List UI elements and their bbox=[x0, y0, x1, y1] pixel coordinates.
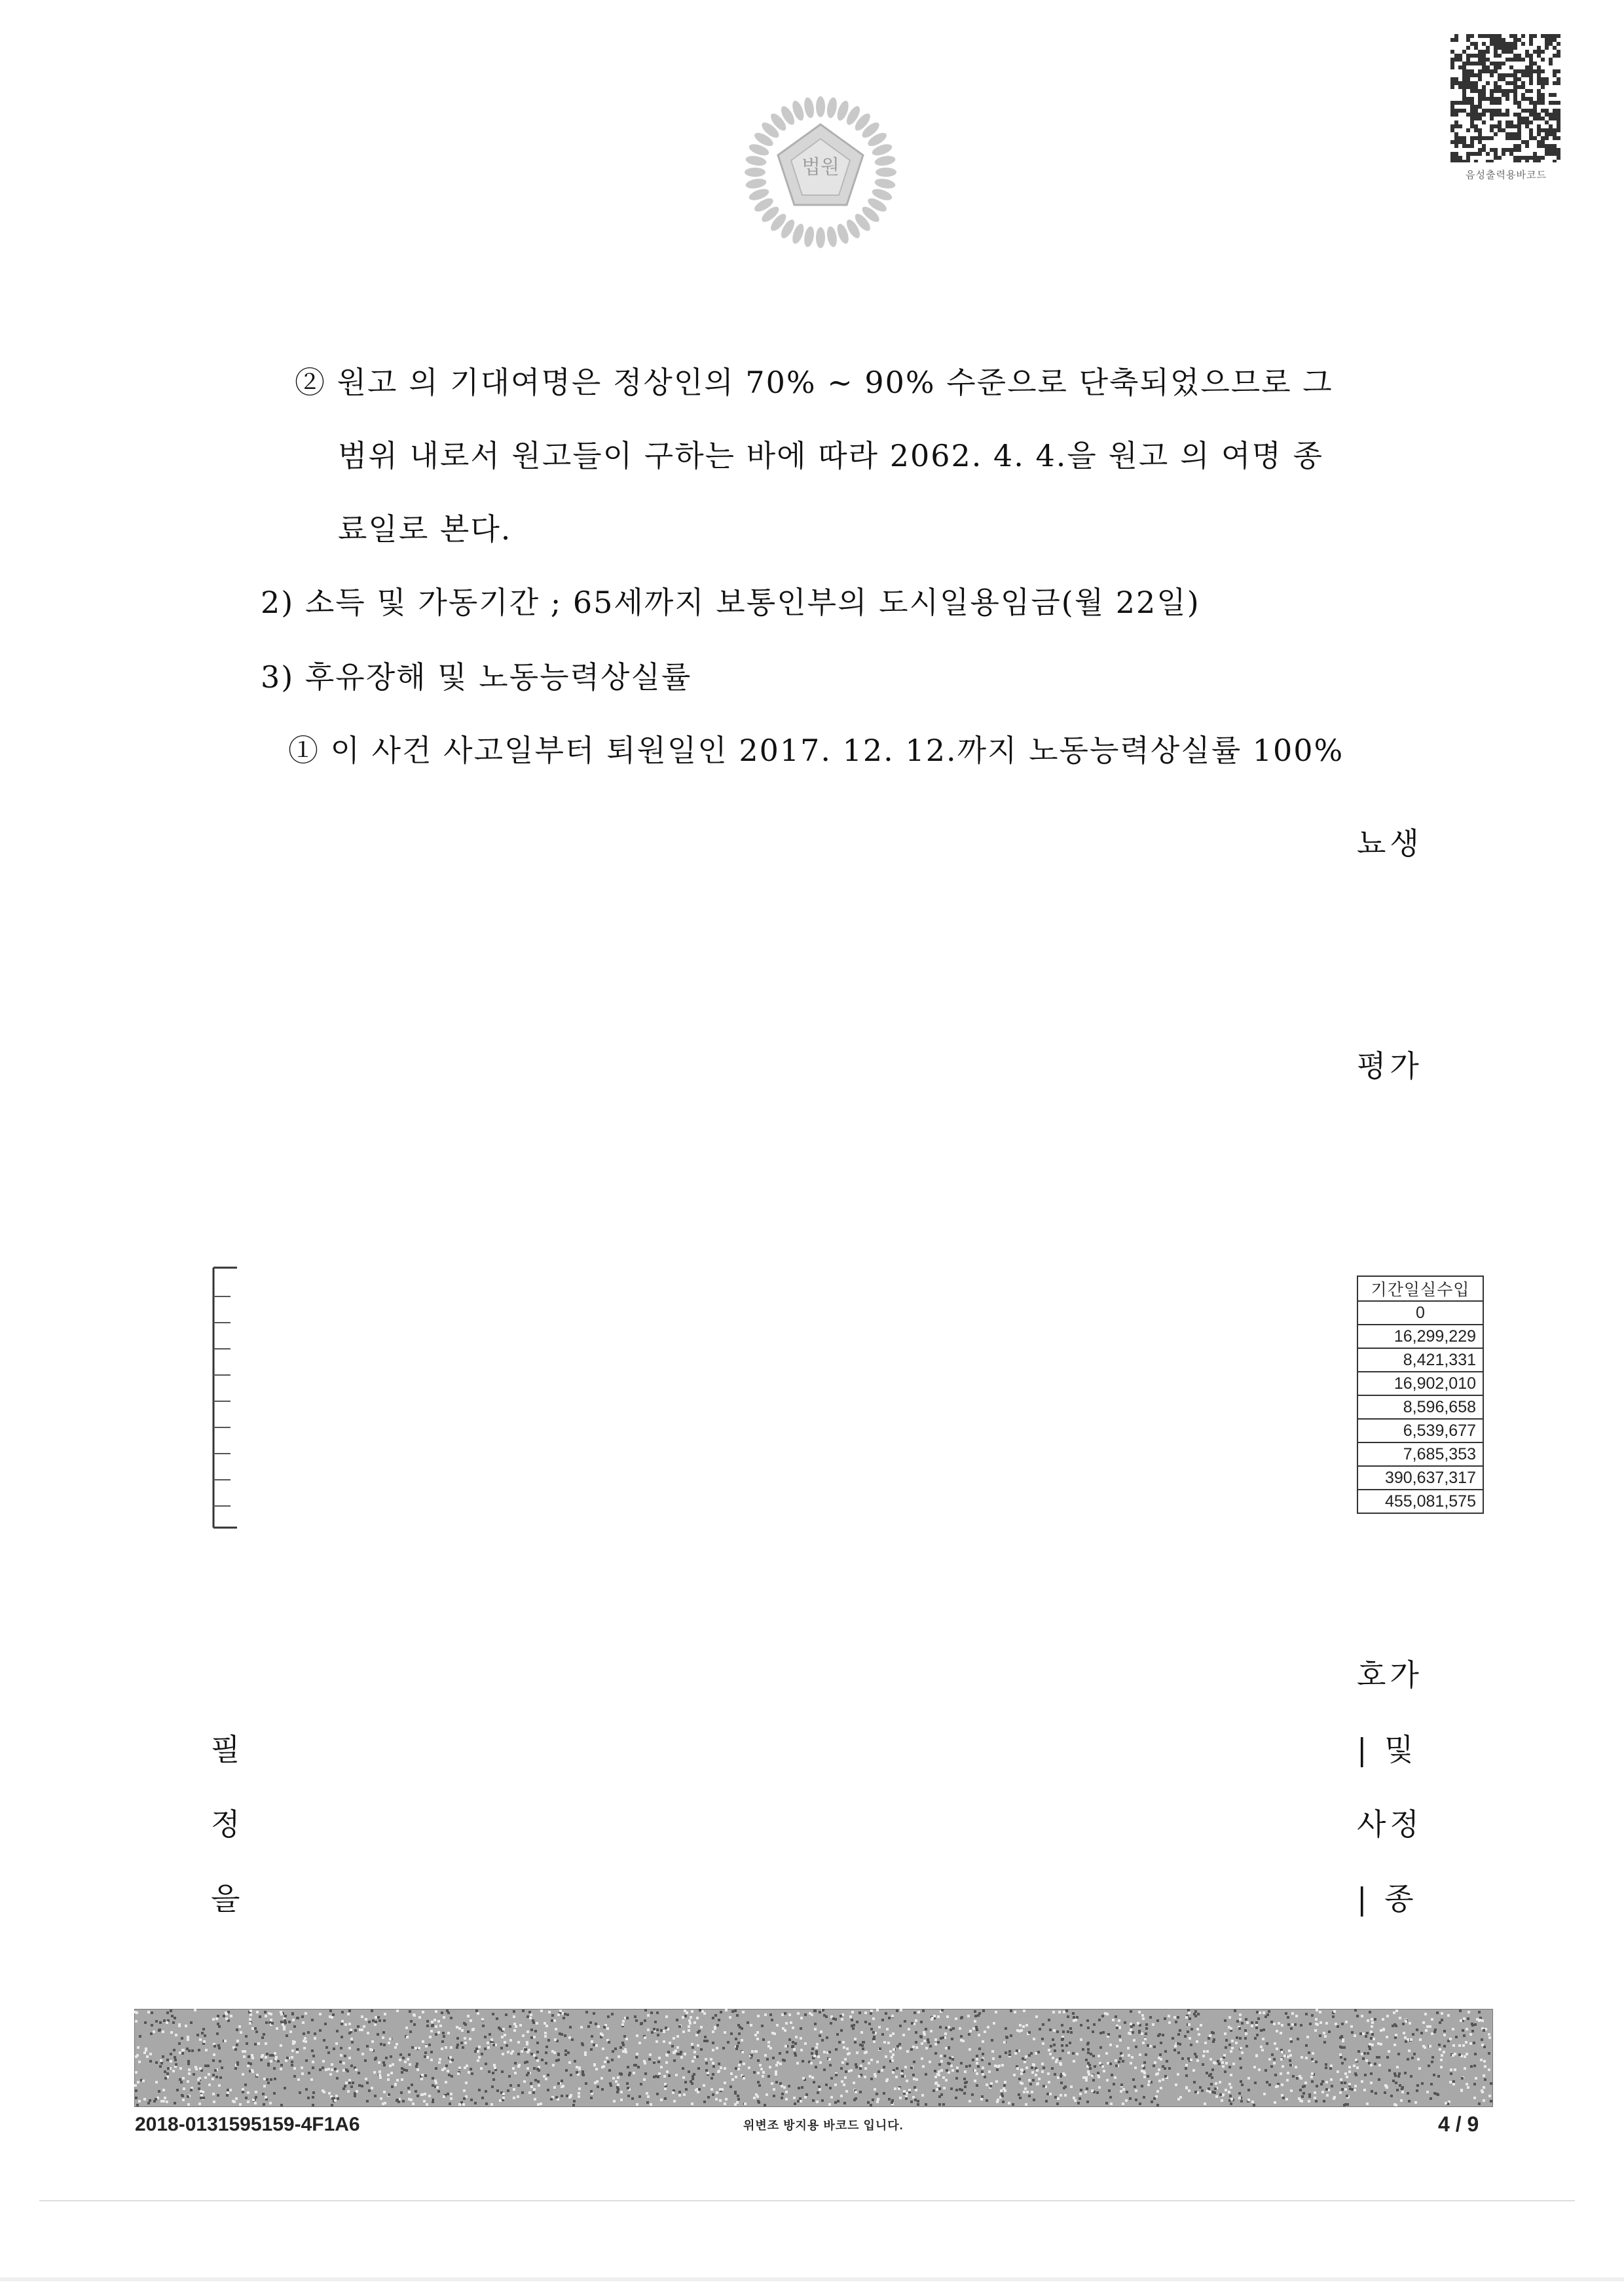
body-line-1: ② 원고 의 기대여명은 정상인의 70% ~ 90% 수준으로 단축되었으므로 그 bbox=[295, 365, 1333, 400]
right-fragment-1: 뇨생 bbox=[1357, 826, 1423, 861]
table-total-cell: 455,081,575 bbox=[1357, 1490, 1483, 1513]
right-fragment-2: 평가 bbox=[1357, 1048, 1423, 1084]
left-fragment-3: 을 bbox=[211, 1881, 244, 1917]
left-fragment-1: 필 bbox=[211, 1732, 244, 1767]
table-cell: 7,685,353 bbox=[1357, 1442, 1483, 1466]
table-cell: 8,596,658 bbox=[1357, 1395, 1483, 1419]
body-line-6: ① 이 사건 사고일부터 퇴원일인 2017. 12. 12.까지 노동능력상실률 100% bbox=[288, 733, 1344, 768]
right-fragment-6: | 종 bbox=[1357, 1881, 1418, 1917]
lost-income-table bbox=[1357, 1276, 1484, 1514]
court-seal-logo bbox=[739, 90, 902, 254]
table-header: 기간일실수입 bbox=[1357, 1276, 1483, 1301]
right-fragment-5: 사정 bbox=[1357, 1807, 1423, 1842]
table-cell: 6,539,677 bbox=[1357, 1419, 1483, 1442]
body-line-4: 2) 소득 및 가동기간 ; 65세까지 보통인부의 도시일용임금(월 22일) bbox=[261, 585, 1200, 620]
table-cell: 0 bbox=[1357, 1301, 1483, 1325]
left-fragment-2: 정 bbox=[211, 1807, 244, 1842]
table-left-border bbox=[211, 1265, 238, 1530]
table-cell: 8,421,331 bbox=[1357, 1348, 1483, 1372]
body-line-2: 범위 내로서 원고들이 구하는 바에 따라 2062. 4. 4.을 원고 의 여명 종 bbox=[338, 438, 1323, 473]
seal-text: 법원 bbox=[802, 156, 840, 179]
right-fragment-3: 호가 bbox=[1357, 1657, 1423, 1693]
table-cell: 16,902,010 bbox=[1357, 1372, 1483, 1395]
body-line-5: 3) 후유장해 및 노동능력상실률 bbox=[261, 659, 692, 695]
scan-edge bbox=[0, 2277, 1624, 2281]
barcode-notice: 위변조 방지용 바코드 입니다. bbox=[743, 2119, 904, 2132]
page-bottom-rule bbox=[39, 2200, 1575, 2201]
qr-code bbox=[1450, 34, 1560, 162]
anti-forgery-barcode bbox=[134, 2009, 1493, 2107]
table-cell: 16,299,229 bbox=[1357, 1325, 1483, 1348]
qr-label: 음성출력용바코드 bbox=[1466, 169, 1547, 181]
right-fragment-4: | 및 bbox=[1357, 1732, 1418, 1767]
document-id: 2018-0131595159-4F1A6 bbox=[135, 2114, 360, 2135]
page-number: 4 / 9 bbox=[1438, 2112, 1479, 2136]
body-line-3: 료일로 본다. bbox=[338, 511, 512, 547]
table-cell: 390,637,317 bbox=[1357, 1466, 1483, 1490]
